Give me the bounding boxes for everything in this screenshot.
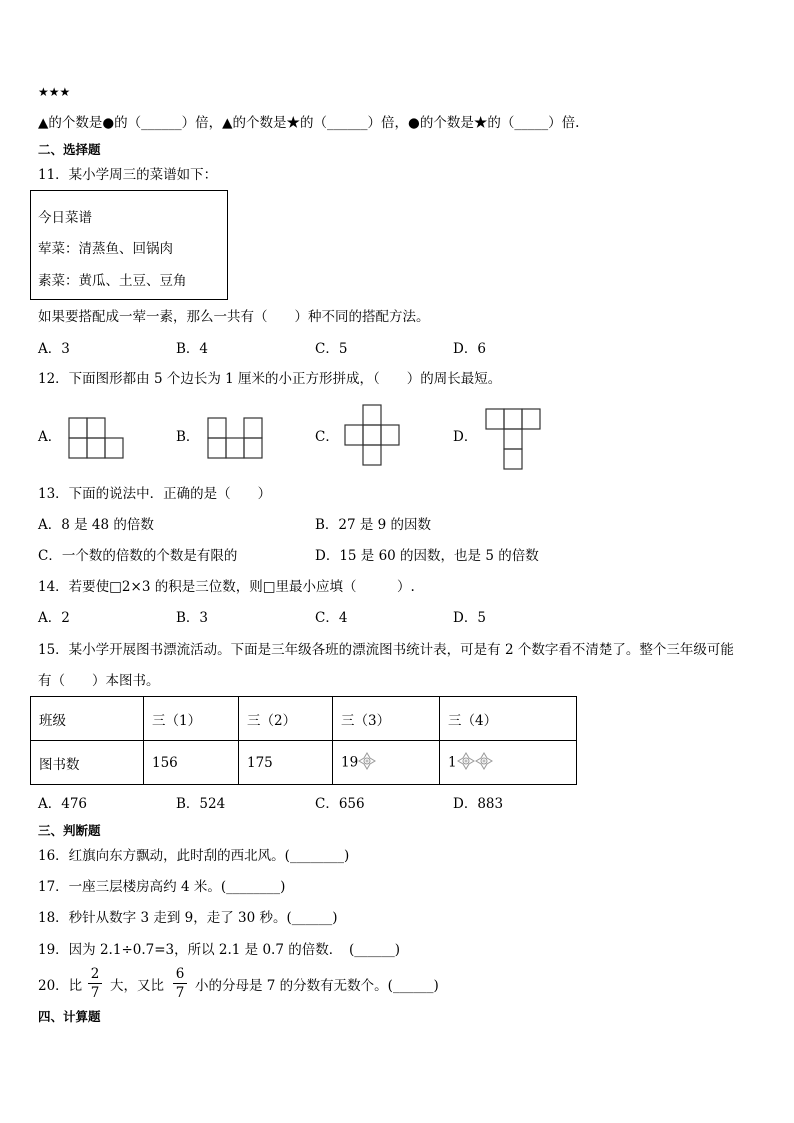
book-count-value: 175 [247,754,273,771]
q11-option-a: A．3 [38,341,70,357]
q14-option-b: B．3 [176,610,209,626]
menu-veg: 素菜：黄瓜、土豆、豆角 [38,273,187,289]
smudge-icon [475,752,493,774]
table-header-cell: 班级 [31,697,144,741]
q11-option-c: C．5 [315,341,348,357]
book-count-value: 1 [448,754,457,770]
shape-a [68,417,126,459]
fraction-denominator: 7 [175,985,185,1001]
q13-option-d: D．15 是 60 的因数，也是 5 的倍数 [315,548,539,564]
shape-b [207,417,265,459]
q12-label-a: A． [38,429,62,445]
book-count-value: 156 [152,754,178,771]
q15-option-b: B．524 [176,796,226,812]
q13-option-a: A．8 是 48 的倍数 [38,517,154,533]
q15-option-c: C．656 [315,796,365,812]
shape-c [344,404,402,466]
row-label: 图书数 [39,756,80,773]
q12-label-c: C． [315,429,339,445]
q12-label-d: D． [453,429,478,445]
fraction-six-sevenths [173,966,187,1001]
question-14-stem: 14．若要使□2×3 的积是三位数，则□里最小应填（ ）. [38,579,415,595]
table-cell [31,741,144,785]
q14-option-a: A．2 [38,610,70,626]
table-header-cell: 三（1） [144,697,239,741]
question-13-stem: 13．下面的说法中．正确的是（ ） [38,486,272,502]
fraction-bar [173,983,187,984]
q12-label-b: B． [176,429,200,445]
fraction-two-sevenths [88,966,102,1001]
question-16: 16．红旗向东方飘动，此时刮的西北风。(________) [38,848,350,864]
question-12-stem: 12．下面图形都由 5 个边长为 1 厘米的小正方形拼成，（ ）的周长最短。 [38,371,502,387]
table-row [31,741,577,785]
q15-option-d: D．883 [453,796,504,812]
question-17: 17．一座三层楼房高约 4 米。(________) [38,879,286,895]
q20-suffix: 小的分母是 7 的分数有无数个。(______) [195,978,439,994]
q20-prefix: 20．比 [38,978,83,994]
question-15-stem-line1: 15．某小学开展图书漂流活动。下面是三年级各班的漂流图书统计表，可是有 2 个数字看不清楚了。整个三年级可能 [38,642,734,658]
smudge-icon [358,752,376,774]
book-count-value: 19 [341,754,359,770]
question-19: 19．因为 2.1÷0.7=3，所以 2.1 是 0.7 的倍数． (______) [38,942,401,958]
question-15-stem-line2: 有（ ）本图书。 [38,673,160,689]
table-header-cell: 三（3） [333,697,440,741]
fraction-numerator: 6 [175,966,185,982]
table-cell [440,741,577,785]
q13-option-b: B．27 是 9 的因数 [315,517,432,533]
question-11-question: 如果要搭配成一荤一素，那么一共有（ ）种不同的搭配方法。 [38,309,430,325]
stars-line: ★★★ [38,85,71,99]
q14-option-c: C．4 [315,610,348,626]
shape-d [485,408,543,470]
book-count-table [30,696,577,785]
q15-option-a: A．476 [38,796,88,812]
q14-option-d: D．5 [453,610,486,626]
question-11-stem: 11．某小学周三的菜谱如下： [38,167,218,183]
fraction-numerator: 2 [90,966,100,982]
section-3-heading: 三、判断题 [38,823,101,838]
q11-option-d: D．6 [453,341,486,357]
q20-middle: 大，又比 [110,978,164,994]
table-cell [239,741,333,785]
table-cell [144,741,239,785]
question-18: 18．秒针从数字 3 走到 9，走了 30 秒。(______) [38,910,338,926]
table-cell [333,741,440,785]
menu-title: 今日菜谱 [38,210,92,226]
menu-meat: 荤菜：清蒸鱼、回锅肉 [38,241,173,257]
q11-option-b: B．4 [176,341,209,357]
smudge-icon [457,752,475,774]
question-10-text: ▲的个数是●的（______）倍，▲的个数是★的（______）倍，●的个数是★的（_____）倍. [38,115,580,131]
table-header-row [31,697,577,741]
menu-box [30,190,228,300]
table-header-cell: 三（2） [239,697,333,741]
table-header-cell: 三（4） [440,697,577,741]
q13-option-c: C．一个数的倍数的个数是有限的 [38,548,238,564]
fraction-denominator: 7 [90,985,100,1001]
section-2-heading: 二、选择题 [38,142,101,157]
section-4-heading: 四、计算题 [38,1009,101,1024]
fraction-bar [88,983,102,984]
